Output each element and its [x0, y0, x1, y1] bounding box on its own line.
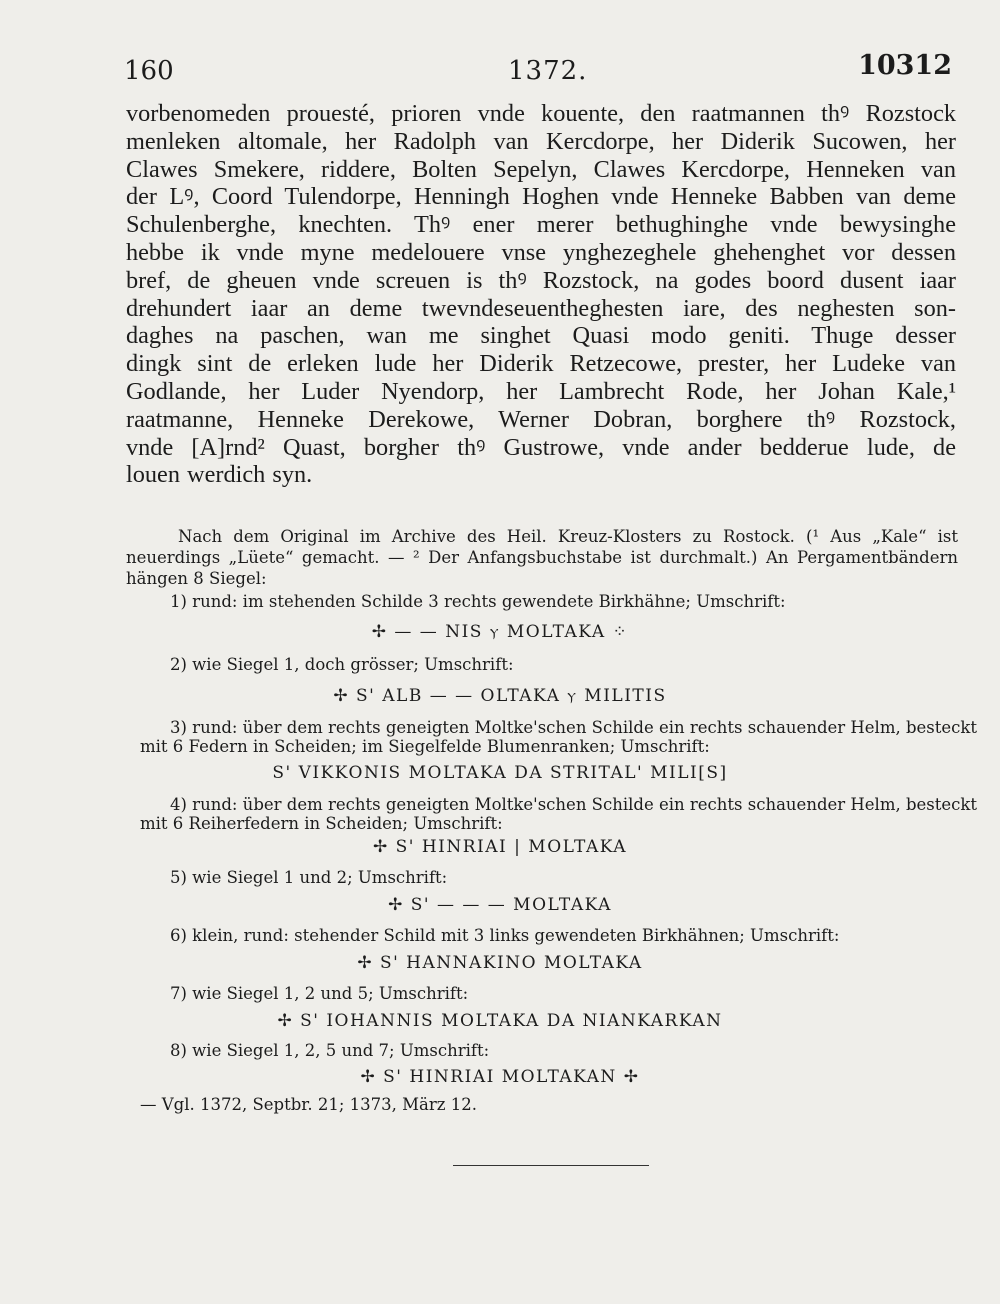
seal-description-line: mit 6 Federn in Scheiden; im Siegelfelde Blumenranken; Umschrift:: [140, 737, 710, 756]
source-note: [126, 526, 958, 589]
seal-description-8: [170, 1041, 489, 1060]
seal-description-line: 7) wie Siegel 1, 2 und 5; Umschrift:: [170, 984, 469, 1003]
seal-description-4: [140, 795, 978, 833]
text-line: daghes na paschen, wan me singhet Quasi modo geniti. Thuge desser: [126, 322, 956, 350]
seal-description-line: 2) wie Siegel 1, doch grösser; Umschrift:: [170, 655, 514, 674]
seal-description-1: [170, 592, 786, 611]
seal-description-line: 3) rund: über dem rechts geneigten Moltke'schen Schilde ein rechts schauender Helm, besteckt: [170, 718, 978, 737]
running-head: [0, 50, 1000, 96]
seal-description-line: 5) wie Siegel 1 und 2; Umschrift:: [170, 868, 448, 887]
text-line: Godlande, her Luder Nyendorp, her Lambrecht Rode, her Johan Kale,¹: [126, 377, 956, 405]
seal-description-line: 1) rund: im stehenden Schilde 3 rechts gewendete Birkhähne; Umschrift:: [170, 592, 786, 611]
text-line: raatmanne, Henneke Derekowe, Werner Dobran, borghere thꝰ Rozstock,: [126, 405, 956, 433]
text-line: menleken altomale, her Radolph van Kercdorpe, her Diderik Sucowen, her: [126, 127, 956, 155]
charter-text: [126, 100, 956, 489]
source-note-line: Nach dem Original im Archive des Heil. Kreuz-Klosters zu Rostock. (¹ Aus „Kale“ ist: [178, 527, 958, 546]
seal-legend-1: ✢ — — NIS ⲩ MOLTAKA ⁘: [371, 622, 629, 642]
seal-description-2: [170, 655, 514, 674]
seal-description-7: [170, 984, 468, 1003]
source-note-line: neuerdings „Lüete“ gemacht. — ² Der Anfangsbuchstabe ist durchmalt.) An Pergamentbändern: [126, 548, 958, 567]
seal-description-line: 4) rund: über dem rechts geneigten Moltke'schen Schilde ein rechts schauender Helm, besteckt: [170, 795, 978, 814]
seal-legend-6: ✢ S' HANNAKINO MOLTAKA: [357, 953, 643, 973]
text-line: louen werdich syn.: [126, 461, 313, 489]
text-line: dingk sint de erleken lude her Diderik Retzecowe, prester, her Ludeke van: [126, 350, 956, 378]
seal-description-5: [170, 868, 447, 887]
text-line: bref, de gheuen vnde screuen is thꝰ Rozstock, na godes boord dusent iaar: [126, 266, 956, 294]
text-line: drehundert iaar an deme twevndeseuentheghesten iare, des neghesten son-: [126, 294, 956, 322]
year-heading: 1372.: [508, 56, 588, 86]
closing-rule: [453, 1165, 649, 1166]
seal-legend-7: ✢ S' IOHANNIS MOLTAKA DA NIANKARKAN: [277, 1011, 723, 1031]
seal-description-line: 6) klein, rund: stehender Schild mit 3 links gewendeten Birkhähnen; Umschrift:: [170, 926, 840, 945]
cross-reference: — Vgl. 1372, Septbr. 21; 1373, März 12.: [140, 1095, 477, 1114]
seal-description-6: [170, 926, 839, 945]
text-line: Schulenberghe, knechten. Thꝰ ener merer bethughinghe vnde bewysinghe: [126, 211, 956, 239]
seal-legend-3: S' VIKKONIS MOLTAKA DA STRITAL' MILI[S]: [272, 763, 728, 783]
page-number: 160: [124, 56, 174, 86]
seal-description-3: [140, 718, 978, 756]
seal-legend-5: ✢ S' — — — MOLTAKA: [388, 895, 612, 915]
seal-legend-2: ✢ S' ALB — — OLTAKA ⲩ MILITIS: [333, 686, 667, 706]
text-line: der Lꝰ, Coord Tulendorpe, Henningh Hoghen vnde Henneke Babben van deme: [126, 183, 956, 211]
text-line: vnde [A]rnd² Quast, borgher thꝰ Gustrowe, vnde ander bedderue lude, de: [126, 433, 956, 461]
text-line: Clawes Smekere, riddere, Bolten Sepelyn, Clawes Kercdorpe, Henneken van: [126, 155, 956, 183]
document-number: 10312: [858, 50, 952, 81]
text-line: vorbenomeden prouesté, prioren vnde kouente, den raatmannen thꝰ Rozstock: [126, 100, 956, 127]
seal-description-line: 8) wie Siegel 1, 2, 5 und 7; Umschrift:: [170, 1041, 490, 1060]
seal-description-line: mit 6 Reiherfedern in Scheiden; Umschrift:: [140, 814, 503, 833]
source-note-line: hängen 8 Siegel:: [126, 569, 267, 588]
text-line: hebbe ik vnde myne medelouere vnse ynghezeghele ghehenghet vor dessen: [126, 238, 956, 266]
seal-legend-8: ✢ S' HINRIAI MOLTAKAN ✢: [360, 1067, 640, 1087]
seal-legend-4: ✢ S' HINRIAI | MOLTAKA: [372, 837, 628, 857]
